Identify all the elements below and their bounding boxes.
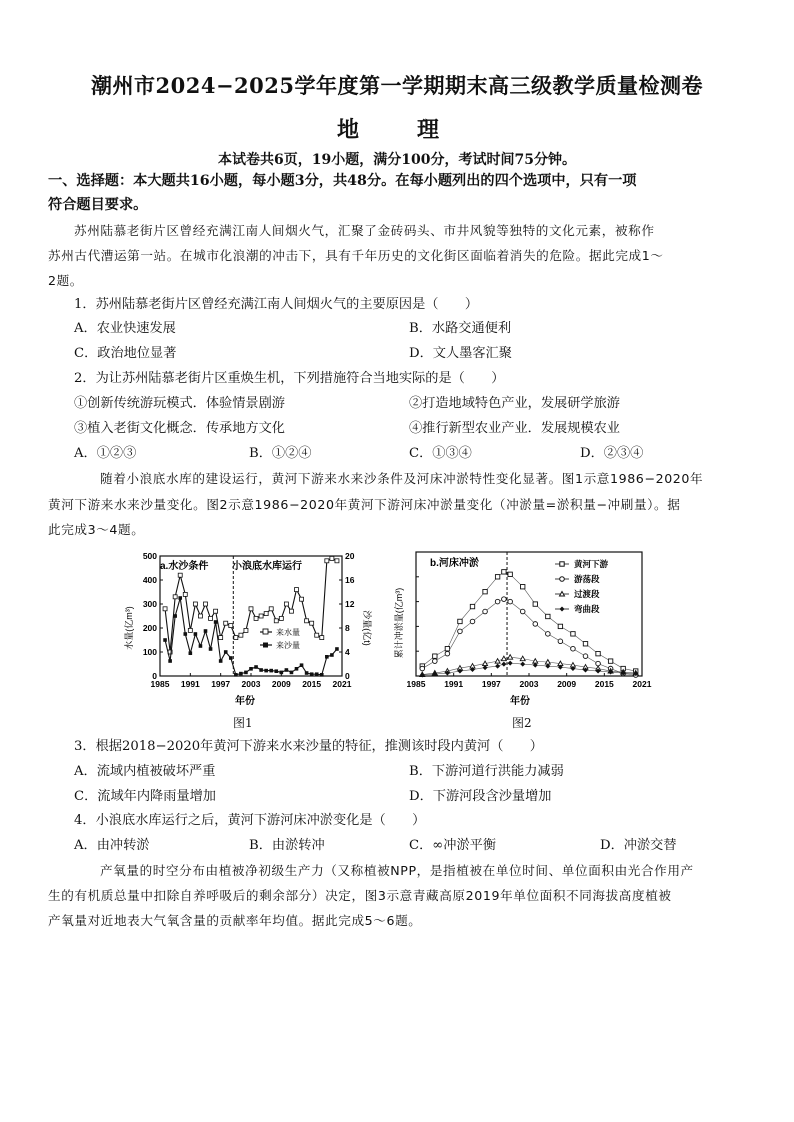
q4-option-c[interactable]: C．∞冲淤平衡 bbox=[409, 838, 497, 853]
fig2-point bbox=[470, 604, 474, 608]
fig1-water-point bbox=[284, 602, 288, 606]
fig2-point bbox=[495, 664, 500, 669]
fig1-legend-sand: 来沙量 bbox=[276, 641, 300, 650]
fig1-xtick-label: 2021 bbox=[332, 679, 352, 689]
fig1-sand-point bbox=[310, 672, 314, 676]
fig1-water-point bbox=[305, 619, 309, 623]
q2-statement-2: ②打造地域特色产业，发展研学旅游 bbox=[409, 396, 620, 411]
fig1-sand-point bbox=[290, 671, 294, 675]
fig1-y2tick-label: 0 bbox=[345, 671, 350, 681]
subject-title: 地 理 bbox=[336, 117, 457, 143]
passage1-line: 苏州古代漕运第一站。在城市化浪潮的冲击下，具有千年历史的文化街区面临着消失的危险。据此完成1～ bbox=[48, 248, 664, 263]
section-heading-cont: 符合题目要求。 bbox=[48, 197, 148, 213]
fig1-sand-point bbox=[320, 673, 324, 677]
fig1-y2tick-label: 16 bbox=[345, 575, 355, 585]
fig1-sand-point bbox=[183, 632, 187, 636]
fig1-sand-point bbox=[305, 671, 309, 675]
fig1-water-point bbox=[178, 573, 182, 577]
figure-2-chart bbox=[390, 548, 650, 708]
fig2-point bbox=[445, 647, 449, 651]
fig1-water-point bbox=[264, 612, 268, 616]
fig2-point bbox=[521, 585, 525, 589]
fig2-point bbox=[508, 599, 513, 604]
fig2-point bbox=[546, 614, 550, 618]
q4-option-b[interactable]: B．由淤转冲 bbox=[249, 838, 325, 853]
fig2-legend-label: 游荡段 bbox=[574, 574, 600, 584]
fig2-point bbox=[433, 659, 438, 664]
q2-option-d[interactable]: D．②③④ bbox=[580, 446, 644, 461]
fig2-point bbox=[483, 589, 487, 593]
q3-option-b[interactable]: B．下游河道行洪能力减弱 bbox=[409, 764, 564, 779]
fig2-point bbox=[483, 609, 488, 614]
fig1-y2tick-label: 4 bbox=[345, 647, 350, 657]
fig2-xtick-label: 2003 bbox=[519, 679, 539, 689]
fig2-point bbox=[546, 632, 551, 637]
fig1-water-point bbox=[320, 636, 324, 640]
fig1-water-point bbox=[183, 592, 187, 596]
fig1-ytick-label: 0 bbox=[152, 671, 157, 681]
fig2-point bbox=[520, 656, 525, 661]
q3-option-c[interactable]: C．流域年内降雨量增加 bbox=[74, 789, 216, 804]
fig2-xlabel: 年份 bbox=[510, 696, 530, 707]
fig1-y2tick-label: 8 bbox=[345, 623, 350, 633]
fig2-point bbox=[420, 666, 425, 671]
fig1-water-line bbox=[165, 558, 337, 652]
fig2-point bbox=[596, 651, 600, 655]
passage2-line: 随着小浪底水库的建设运行，黄河下游来水来沙条件及河床冲淤特性变化显著。图1示意1986−2020年 bbox=[100, 471, 704, 486]
q1-option-b[interactable]: B．水路交通便利 bbox=[409, 321, 512, 336]
fig2-xtick-label: 2021 bbox=[632, 679, 652, 689]
fig1-sand-point bbox=[224, 650, 228, 654]
fig1-ytick-label: 100 bbox=[142, 647, 157, 657]
fig1-water-point bbox=[330, 556, 334, 560]
fig1-sand-point bbox=[315, 672, 319, 676]
fig2-point bbox=[501, 656, 506, 661]
fig2-point bbox=[583, 642, 587, 646]
fig2-ylabel: 累计冲淤量(亿m³) bbox=[394, 587, 404, 659]
fig1-sand-point bbox=[173, 614, 177, 618]
fig2-point bbox=[533, 602, 537, 606]
fig2-point bbox=[558, 639, 563, 644]
passage3-line: 产氧量对近地表大气氧含量的贡献率年均值。据此完成5～6题。 bbox=[48, 913, 422, 928]
fig2-point bbox=[533, 659, 538, 664]
fig1-water-point bbox=[274, 619, 278, 623]
section-heading: 一、选择题：本大题共16小题，每小题3分，共48分。在每小题列出的四个选项中，只有一项 bbox=[48, 173, 637, 189]
fig1-water-point bbox=[289, 609, 293, 613]
fig1-water-point bbox=[269, 607, 273, 611]
fig1-water-point bbox=[335, 559, 339, 563]
fig2-legend-marker bbox=[560, 607, 565, 612]
fig2-frame bbox=[416, 552, 642, 676]
fig1-sand-point bbox=[189, 651, 193, 655]
q4-stem: 4．小浪底水库运行之后，黄河下游河床冲淤变化是（ ） bbox=[74, 813, 426, 828]
fig1-sand-point bbox=[330, 653, 334, 657]
fig2-point bbox=[545, 660, 550, 665]
fig1-sand-point bbox=[259, 668, 263, 672]
fig1-sand-point bbox=[168, 659, 172, 663]
fig1-water-point bbox=[310, 621, 314, 625]
fig1-ytick-label: 200 bbox=[142, 623, 157, 633]
q2-statement-3: ③植入老街文化概念．传承地方文化 bbox=[74, 421, 285, 436]
fig1-sand-point bbox=[178, 596, 182, 600]
q1-option-a[interactable]: A．农业快速发展 bbox=[74, 321, 176, 336]
fig2-xtick-label: 1991 bbox=[444, 679, 464, 689]
fig1-ytick-label: 500 bbox=[142, 551, 157, 561]
fig1-water-point bbox=[224, 621, 228, 625]
q1-option-d[interactable]: D．文人墨客汇聚 bbox=[409, 346, 512, 361]
fig1-sand-point bbox=[234, 673, 238, 677]
fig1-water-point bbox=[300, 597, 304, 601]
fig1-sand-point bbox=[229, 656, 233, 660]
fig2-point bbox=[571, 646, 576, 651]
fig1-water-point bbox=[173, 595, 177, 599]
fig1-water-point bbox=[234, 636, 238, 640]
fig2-point bbox=[433, 654, 437, 658]
fig2-point bbox=[495, 659, 500, 664]
fig1-sand-point bbox=[249, 667, 253, 671]
passage2-line: 黄河下游来水来沙量变化。图2示意1986−2020年黄河下游河床冲淤量变化（冲淤量=淤积量−冲刷量）。据 bbox=[48, 497, 681, 512]
fig2-legend-marker bbox=[560, 592, 565, 597]
fig2-panel-label: b.河床冲淤 bbox=[430, 558, 479, 569]
fig1-water-point bbox=[193, 602, 197, 606]
fig1-sand-point bbox=[300, 663, 304, 667]
fig2-legend-label: 过渡段 bbox=[574, 589, 600, 599]
fig1-xtick-label: 1997 bbox=[211, 679, 231, 689]
q4-option-d[interactable]: D．冲淤交替 bbox=[600, 838, 677, 853]
fig1-water-point bbox=[204, 602, 208, 606]
fig2-point bbox=[458, 619, 462, 623]
fig1-water-point bbox=[239, 633, 243, 637]
fig1-sand-point bbox=[325, 655, 329, 659]
q2-statement-1: ①创新传统游玩模式．体验情景剧游 bbox=[74, 396, 285, 411]
fig1-water-point bbox=[254, 616, 258, 620]
fig1-xtick-label: 2015 bbox=[302, 679, 322, 689]
fig2-point bbox=[495, 599, 500, 604]
fig1-sand-point bbox=[194, 632, 198, 636]
fig2-point bbox=[502, 597, 507, 602]
figure-1-caption: 图1 bbox=[233, 716, 253, 730]
q3-option-a[interactable]: A．流域内植被破坏严重 bbox=[74, 764, 216, 779]
fig1-xtick-label: 2003 bbox=[241, 679, 261, 689]
fig1-ytick-label: 400 bbox=[142, 575, 157, 585]
fig1-y2tick-label: 12 bbox=[345, 599, 355, 609]
exam-title: 潮州市2024−2025学年度第一学期期末高三级教学质量检测卷 bbox=[91, 73, 703, 98]
fig1-xtick-label: 2009 bbox=[271, 679, 291, 689]
fig1-water-point bbox=[244, 628, 248, 632]
fig1-water-point bbox=[163, 607, 167, 611]
figure-2-plot bbox=[407, 552, 652, 689]
fig1-y2tick-label: 20 bbox=[345, 551, 355, 561]
fig1-legend-water: 来水量 bbox=[276, 628, 300, 637]
fig1-water-point bbox=[214, 609, 218, 613]
fig1-sand-point bbox=[280, 671, 284, 675]
fig1-water-point bbox=[219, 636, 223, 640]
fig1-water-point bbox=[249, 607, 253, 611]
fig1-period-label: 小浪底水库运行 bbox=[232, 561, 302, 572]
fig1-water-point bbox=[188, 628, 192, 632]
fig2-point bbox=[445, 651, 450, 656]
fig2-xtick-label: 1985 bbox=[406, 679, 426, 689]
fig1-sand-point bbox=[163, 638, 167, 642]
fig2-point bbox=[502, 570, 506, 574]
fig2-xtick-label: 2009 bbox=[557, 679, 577, 689]
fig2-point bbox=[508, 572, 512, 576]
fig1-sand-point bbox=[219, 659, 223, 663]
q1-option-c[interactable]: C．政治地位显著 bbox=[74, 346, 177, 361]
fig2-legend-marker bbox=[560, 562, 564, 566]
fig2-point bbox=[571, 632, 575, 636]
fig2-point bbox=[558, 624, 562, 628]
fig2-legend-label: 弯曲段 bbox=[574, 604, 600, 614]
fig2-point bbox=[501, 662, 506, 667]
q3-stem: 3．根据2018−2020年黄河下游来水来沙量的特征，推测该时段内黄河（ ） bbox=[74, 739, 543, 754]
passage3-line: 生的有机质总量中扣除自养呼吸后的剩余部分）决定，图3示意青藏高原2019年单位面积不同海拔高度植被 bbox=[48, 888, 672, 903]
fig2-legend-marker bbox=[560, 577, 565, 582]
passage3-line: 产氧量的时空分布由植被净初级生产力（又称植被NPP，是指植被在单位时间、单位面积由光合作用产 bbox=[100, 863, 694, 878]
q2-stem: 2．为让苏州陆慕老街片区重焕生机，下列措施符合当地实际的是（ ） bbox=[74, 371, 505, 386]
figure-1-chart bbox=[120, 548, 370, 708]
fig2-point bbox=[495, 575, 499, 579]
exam-info: 本试卷共6页，19小题，满分100分，考试时间75分钟。 bbox=[218, 152, 576, 168]
fig2-series-line bbox=[422, 599, 635, 675]
fig1-sand-point bbox=[239, 672, 243, 676]
fig2-series-line bbox=[422, 572, 635, 671]
fig1-water-point bbox=[279, 616, 283, 620]
fig1-frame bbox=[160, 556, 342, 676]
fig1-sand-point bbox=[264, 669, 268, 673]
fig1-water-point bbox=[295, 588, 299, 592]
fig1-sand-point bbox=[244, 671, 248, 675]
fig1-sand-point bbox=[199, 644, 203, 648]
fig1-legend bbox=[260, 627, 300, 650]
fig2-legend bbox=[555, 559, 609, 614]
fig1-sand-point bbox=[269, 669, 273, 673]
fig2-point bbox=[608, 659, 612, 663]
fig1-xlabel: 年份 bbox=[235, 696, 255, 707]
fig1-sand-point bbox=[285, 668, 289, 672]
fig2-point bbox=[508, 661, 513, 666]
fig2-point bbox=[533, 622, 538, 627]
fig2-point bbox=[483, 661, 488, 666]
q2-option-b[interactable]: B．①②④ bbox=[249, 446, 312, 461]
fig2-legend-label: 黄河下游 bbox=[574, 559, 609, 569]
fig1-ytick-label: 300 bbox=[142, 599, 157, 609]
q1-stem: 1．苏州陆慕老街片区曾经充满江南人间烟火气的主要原因是（ ） bbox=[74, 297, 479, 312]
fig1-sand-point bbox=[335, 647, 339, 651]
q3-option-d[interactable]: D．下游河段含沙量增加 bbox=[409, 789, 552, 804]
fig1-water-point bbox=[325, 559, 329, 563]
figure-2-caption: 图2 bbox=[512, 716, 532, 730]
fig1-sand-point bbox=[295, 667, 299, 671]
fig2-point bbox=[583, 654, 588, 659]
fig1-sand-point bbox=[254, 665, 258, 669]
fig1-sand-point bbox=[209, 647, 213, 651]
fig2-xtick-label: 1997 bbox=[481, 679, 501, 689]
fig1-water-point bbox=[315, 633, 319, 637]
passage2-line: 此完成3～4题。 bbox=[48, 522, 145, 537]
fig2-xtick-label: 2015 bbox=[594, 679, 614, 689]
passage1-line: 苏州陆慕老街片区曾经充满江南人间烟火气，汇聚了金砖码头、市井风貌等独特的文化元素，被称作 bbox=[74, 223, 655, 238]
fig1-water-point bbox=[209, 616, 213, 620]
fig1-sand-point bbox=[214, 620, 218, 624]
fig1-panel-label: a.水沙条件 bbox=[160, 561, 209, 572]
fig1-water-point bbox=[229, 624, 233, 628]
fig2-point bbox=[520, 662, 525, 667]
q2-option-c[interactable]: C．①③④ bbox=[409, 446, 472, 461]
fig1-left-ylabel: 水量(亿m³) bbox=[124, 606, 134, 650]
q4-option-a[interactable]: A．由冲转淤 bbox=[74, 838, 150, 853]
q2-statement-4: ④推行新型农业产业．发展规模农业 bbox=[409, 421, 620, 436]
fig1-water-point bbox=[198, 614, 202, 618]
fig2-point bbox=[458, 629, 463, 634]
fig1-sand-point bbox=[204, 629, 208, 633]
fig2-point bbox=[470, 619, 475, 624]
passage1-line: 2题。 bbox=[48, 273, 83, 288]
fig1-water-point bbox=[259, 614, 263, 618]
fig1-sand-point bbox=[274, 669, 278, 673]
fig2-point bbox=[520, 609, 525, 614]
fig2-point bbox=[508, 655, 513, 660]
q2-option-a[interactable]: A．①②③ bbox=[74, 446, 137, 461]
fig1-xtick-label: 1991 bbox=[180, 679, 200, 689]
fig1-right-ylabel: 沙量(亿t) bbox=[362, 610, 372, 646]
fig1-xtick-label: 1985 bbox=[150, 679, 170, 689]
